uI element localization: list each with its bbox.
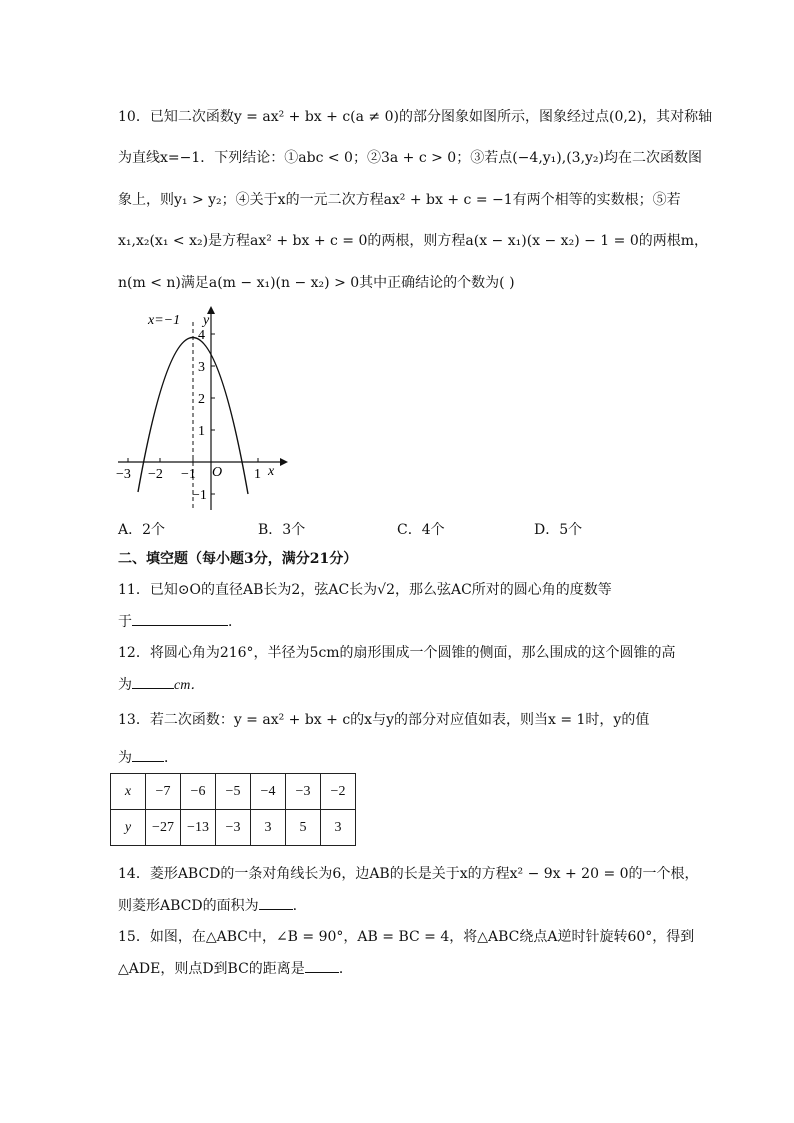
table-row-x <box>111 774 356 810</box>
y-tick-label-neg1: −1 <box>192 488 207 503</box>
q14-line-2 <box>118 895 297 916</box>
q10-line-4: x₁,x₂(x₁ < x₂)是方程ax² + bx + c = 0的两根，则方程a(x − x₁)(x − x₂) − 1 = 0的两根m， <box>118 233 709 249</box>
q13-suffix: ． <box>164 750 178 766</box>
q13-line-2 <box>118 747 178 768</box>
table-cell-x-label: x <box>111 774 146 810</box>
q12-line-2 <box>118 674 204 696</box>
y-axis-label: y <box>203 313 210 328</box>
symmetry-axis-label: x=−1 <box>148 313 181 328</box>
q10-line-2: 为直线x=−1．下列结论：①abc < 0；②3a + c > 0；③若点(−4,y₁),(3,y₂)均在二次函数图 <box>118 150 702 166</box>
q13-prefix: 为 <box>118 750 132 766</box>
x-axis-label: x <box>268 464 275 479</box>
q14-prefix: 则菱形ABCD的面积为 <box>118 898 259 914</box>
option-d: D．5个 <box>534 522 583 538</box>
option-b: B．3个 <box>258 522 306 538</box>
table-cell: 3 <box>251 810 286 846</box>
q10-line-1: 10．已知二次函数y = ax² + bx + c(a ≠ 0)的部分图象如图所示，图象经过点(0,2)，其对称轴 <box>118 109 713 125</box>
q12-suffix: cm． <box>174 678 205 693</box>
q15-line-2 <box>118 958 353 979</box>
table-row-y <box>111 810 356 846</box>
x-tick-label-1: 1 <box>254 467 261 482</box>
option-c: C．4个 <box>397 522 445 538</box>
q11-suffix: ． <box>228 614 242 630</box>
x-tick-label-neg1: −1 <box>181 467 196 482</box>
q12-prefix: 为 <box>118 677 132 693</box>
q13-answer-blank[interactable] <box>132 747 164 762</box>
table-cell: −6 <box>181 774 216 810</box>
x-axis-arrow <box>280 458 288 466</box>
table-cell: 5 <box>286 810 321 846</box>
y-tick-label-3: 3 <box>198 360 205 375</box>
q15-prefix: △ADE，则点D到BC的距离是 <box>118 961 305 977</box>
table-cell: −27 <box>146 810 181 846</box>
q11-line-1: 11．已知⊙O的直径AB长为2，弦AC长为√2，那么弦AC所对的圆心角的度数等 <box>118 582 612 598</box>
q10-line-3: 象上，则y₁ > y₂；④关于x的一元二次方程ax² + bx + c = −1有两个相等的实数根；⑤若 <box>118 192 681 208</box>
table-cell: 3 <box>321 810 356 846</box>
q13-line-1: 13．若二次函数：y = ax² + bx + c的x与y的部分对应值如表，则当x = 1时，y的值 <box>118 712 650 728</box>
q15-suffix: ． <box>338 961 353 977</box>
option-a: A．2个 <box>118 522 166 538</box>
q15-answer-blank[interactable] <box>305 958 339 973</box>
value-table <box>110 773 356 846</box>
parabola-graph <box>108 302 288 514</box>
q11-line-2 <box>118 611 242 632</box>
table-cell: −2 <box>321 774 356 810</box>
q11-answer-blank[interactable] <box>132 611 228 626</box>
table-cell-y-label: y <box>111 810 146 846</box>
table-cell: −4 <box>251 774 286 810</box>
q14-line-1: 14．菱形ABCD的一条对角线长为6，边AB的长是关于x的方程x² − 9x + 20 = 0的一个根， <box>118 866 699 882</box>
table-cell: −3 <box>216 810 251 846</box>
y-tick-label-1: 1 <box>198 424 205 439</box>
q12-line-1: 12．将圆心角为216°，半径为5cm的扇形围成一个圆锥的侧面，那么围成的这个圆锥的高 <box>118 645 676 661</box>
q10-line-5: n(m < n)满足a(m − x₁)(n − x₂) > 0其中正确结论的个数为( ) <box>118 275 515 291</box>
y-tick-label-4: 4 <box>198 328 205 343</box>
q14-suffix: . <box>292 898 298 914</box>
q12-answer-blank[interactable] <box>132 674 174 689</box>
section-title: 二、填空题（每小题3分，满分21分） <box>118 551 358 567</box>
table-cell: −13 <box>181 810 216 846</box>
x-tick-label-neg3: −3 <box>116 467 131 482</box>
y-tick-label-2: 2 <box>198 392 205 407</box>
q15-line-1: 15．如图，在△ABC中，∠B = 90°，AB = BC = 4，将△ABC绕点A逆时针旋转60°，得到 <box>118 929 695 945</box>
table-cell: −5 <box>216 774 251 810</box>
q11-prefix: 于 <box>118 614 132 630</box>
table-cell: −7 <box>146 774 181 810</box>
x-tick-label-neg2: −2 <box>148 467 163 482</box>
origin-label: O <box>212 465 223 480</box>
table-cell: −3 <box>286 774 321 810</box>
q14-answer-blank[interactable] <box>259 895 293 910</box>
